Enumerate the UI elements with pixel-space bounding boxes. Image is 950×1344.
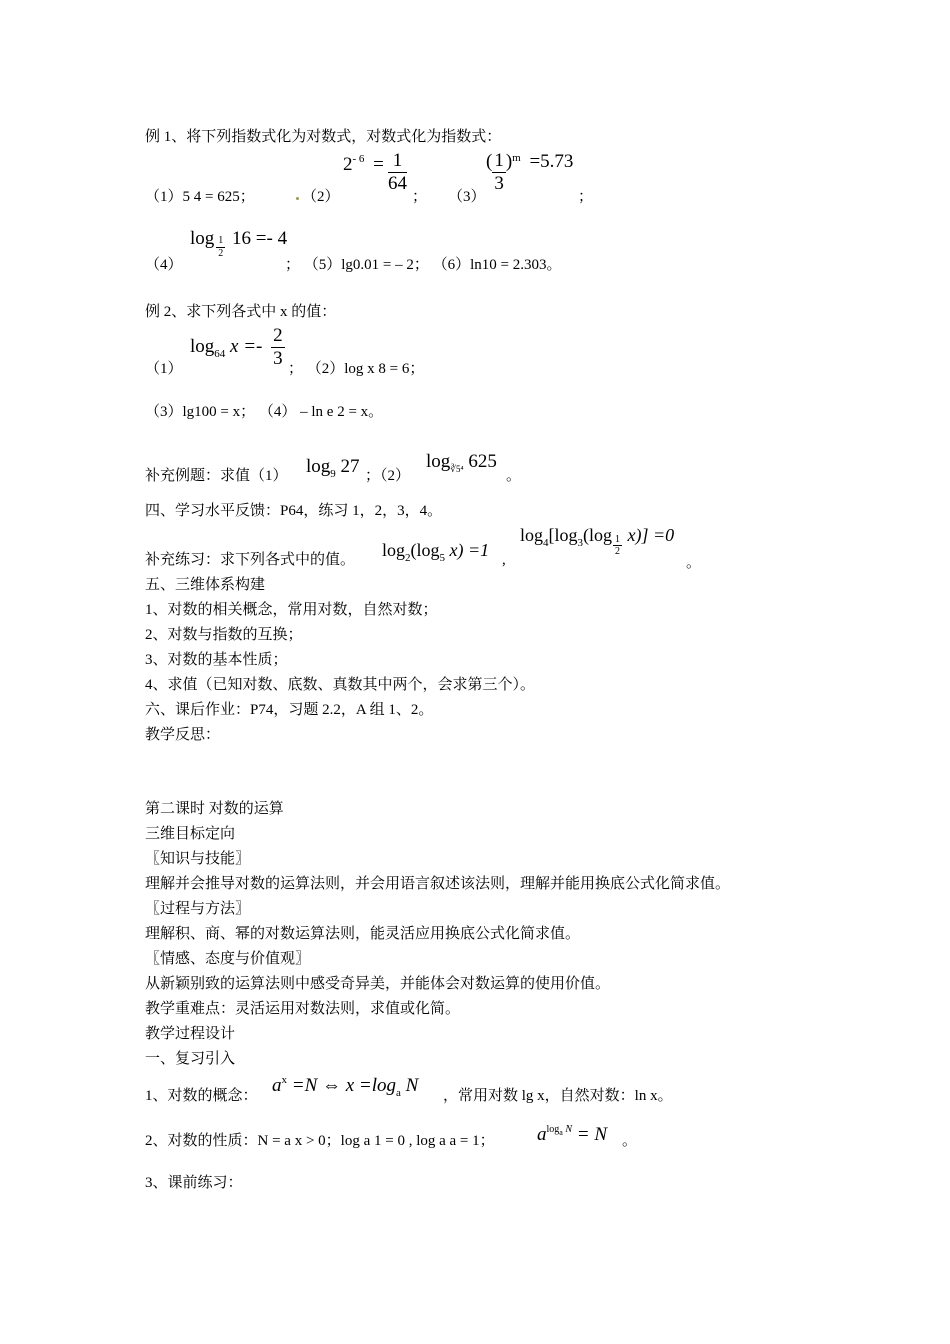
example1-item4-label: （4） <box>145 257 183 273</box>
concept-label: 1、对数的概念： <box>145 1088 258 1104</box>
emotion-text: 从新颖别致的运算法则中感受奇异美，并能体会对数运算的使用价值。 <box>145 976 611 992</box>
formula-log-identity: $a^{log_a N} = N$ <box>537 1124 608 1145</box>
supp-example-label: 补充例题：求值（1） <box>145 468 288 484</box>
knowledge-heading: 〖知识与技能〗 <box>145 851 251 867</box>
formula-log64-x: $\log_{64} x$ =- $\frac{2}{3}$ <box>190 325 283 369</box>
formula-frac-1-64: $\frac{1}{64}$ <box>388 150 407 194</box>
example1-title: 例 1、将下列指数式化为对数式，对数式化为指数式： <box>145 129 502 145</box>
formula-log2-log5: $\log_2(\log_5$ x) =1 <box>382 540 490 564</box>
formula-log-definition: $a^x =N$ ⇔ $x =\log_a$ N <box>272 1074 419 1099</box>
lesson2-title: 第二课时 对数的运算 <box>145 801 284 817</box>
supp-practice-end: 。 <box>686 555 702 571</box>
process-heading: 〖过程与方法〗 <box>145 901 251 917</box>
supp-practice-label: 补充练习：求下列各式中的值。 <box>145 552 356 568</box>
formula-2-pow-neg6: $2^{- 6}$ = <box>343 153 384 175</box>
example2-title: 例 2、求下列各式中 x 的值： <box>145 304 337 320</box>
section5-item-4: 4、求值（已知对数、底数、真数其中两个，会求第三个）。 <box>145 677 536 693</box>
formula-one-third-pow-m: ( $\frac{1}{3}$ )$^m$ =5.73 <box>486 150 574 194</box>
example1-item2-label: （2） <box>302 189 340 205</box>
formula-log4-log3-loghalf: $\log_4[\log_3(\log$ $\frac{1}{2}$ x)] =0 <box>520 525 675 558</box>
homework-line: 六、课后作业：P74，习题 2.2，A 组 1、2。 <box>145 702 434 718</box>
section5-item-2: 2、对数与指数的互换； <box>145 627 303 643</box>
formula-log-half-16: log $\frac{1}{2}$ 16 =- 4 <box>190 227 288 259</box>
difficulty-line: 教学重难点：灵活运用对数法则，求值或化简。 <box>145 1001 461 1017</box>
example1-item1: （1）5 4 = 625； <box>145 189 255 205</box>
example2-item1-rest: ； （2）log x 8 = 6； <box>288 361 425 377</box>
supp-example-sep: ；（2） <box>365 468 411 484</box>
review-heading: 一、复习引入 <box>145 1051 236 1067</box>
formula-log-cbrt-625: $\log_{∛5^4} 625$ <box>426 451 497 474</box>
feedback-line: 四、学习水平反馈：P64，练习 1，2，3，4。 <box>145 503 443 519</box>
supp-practice-comma: , <box>502 552 506 568</box>
section5-item-1: 1、对数的相关概念，常用对数，自然对数； <box>145 602 438 618</box>
example2-line2: （3）lg100 = x； （4） – ln e 2 = x。 <box>145 404 384 420</box>
lesson2-goals: 三维目标定向 <box>145 826 236 842</box>
process-text: 理解积、商、幂的对数运算法则，能灵活应用换底公式化简求值。 <box>145 926 581 942</box>
stray-dot <box>296 197 299 200</box>
formula-log9-27: $\log_9 27$ <box>306 456 360 480</box>
property-end: 。 <box>622 1133 638 1149</box>
example2-item1-label: （1） <box>145 361 183 377</box>
example1-sep3: ； <box>578 189 594 205</box>
knowledge-text: 理解并会推导对数的运算法则，并会用语言叙述该法则，理解并能用换底公式化简求值。 <box>145 876 731 892</box>
practice-heading: 3、课前练习： <box>145 1175 243 1191</box>
supp-example-end: 。 <box>506 468 522 484</box>
property-label: 2、对数的性质：N = a x > 0；log a 1 = 0 , log a a = 1； <box>145 1133 495 1149</box>
example1-item4-rest: ； （5）lg0.01 = – 2； （6）ln10 = 2.303。 <box>285 257 562 273</box>
reflection-label: 教学反思： <box>145 727 221 743</box>
concept-rest: ，常用对数 lg x，自然对数：ln x。 <box>443 1088 673 1104</box>
example1-item3-label: （3） <box>448 189 486 205</box>
design-heading: 教学过程设计 <box>145 1026 236 1042</box>
example1-sep2: ； <box>412 189 428 205</box>
section5-item-3: 3、对数的基本性质； <box>145 652 288 668</box>
emotion-heading: 〖情感、态度与价值观〗 <box>145 951 311 967</box>
section5-title: 五、三维体系构建 <box>145 577 266 593</box>
